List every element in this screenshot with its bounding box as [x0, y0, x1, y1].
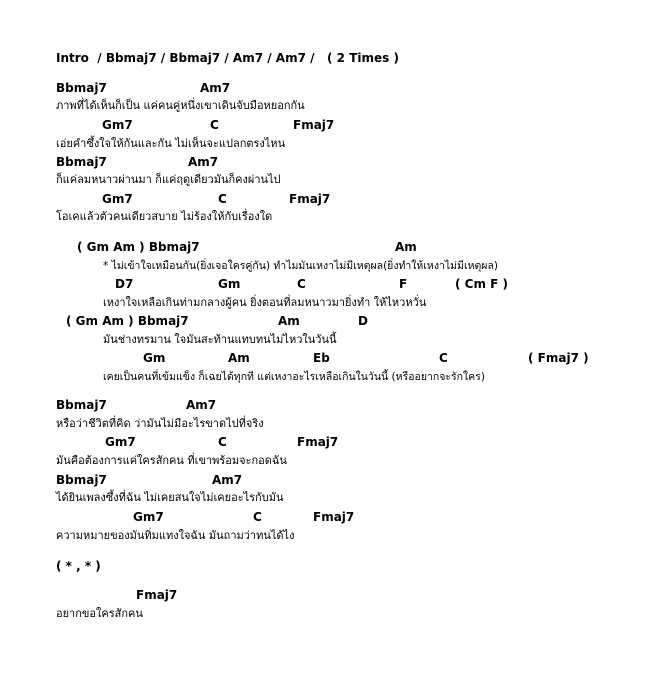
chord: Am [395, 240, 417, 254]
lyric-line: ได้ยินเพลงซึ้งที่ฉัน ไม่เคยสนใจไม่เคยอะไรกับมัน [56, 491, 284, 504]
lyric-line: มันคือต้องการแค่ใครสักคน ที่เขาพร้อมจะกอดฉัน [56, 454, 287, 467]
chord: Gm7 [102, 118, 133, 132]
chord: Gm [143, 351, 166, 365]
chord: D [358, 314, 368, 328]
intro-line: Intro / Bbmaj7 / Bbmaj7 / Am7 / Am7 / ( 2 Times ) [56, 51, 399, 65]
lyric-line: * ไม่เข้าใจเหมือนกัน(ยิ่งเจอใครคู่กัน) ทำไมมันเหงาไม่มีเหตุผล(ยิ่งทำให้เหงาไม่มีเหตุผล) [103, 260, 498, 272]
chord: Am [278, 314, 300, 328]
chord: Am [228, 351, 250, 365]
lyric-line: เหงาใจเหลือเกินท่ามกลางผู้คน ยิ่งตอนที่ลมหนาวมายิ่งทำ ให้ไหวหวั่น [103, 296, 427, 309]
chord: Bbmaj7 [56, 81, 107, 95]
chord: ( Gm Am ) Bbmaj7 [66, 314, 189, 328]
chord: C [218, 192, 227, 206]
chord: Bbmaj7 [56, 473, 107, 487]
chord: C [210, 118, 219, 132]
chord: Am7 [186, 398, 217, 412]
chord: C [253, 510, 262, 524]
lyric-line: ภาพที่ได้เห็นก็เป็น แค่คนคู่หนึ่งเขาเดินจับมือหยอกกัน [56, 99, 305, 112]
chord: F [399, 277, 408, 291]
chord: ( Gm Am ) Bbmaj7 [77, 240, 200, 254]
lyric-line: เอ่ยคำซึ้งใจให้กันและกัน ไม่เห็นจะแปลกตรงไหน [56, 137, 286, 150]
lyric-line: อยากขอใครสักคน [56, 607, 143, 620]
chord: C [439, 351, 448, 365]
chord: C [218, 435, 227, 449]
chord: Am7 [212, 473, 243, 487]
lyric-line: เคยเป็นคนที่เข้มแข็ง ก็เฉยได้ทุกที แต่เหงาอะไรเหลือเกินในวันนี้ (หรืออยากจะรักใคร) [103, 371, 485, 383]
lyric-line: ก็แค่ลมหนาวผ่านมา ก็แค่ฤดูเดียวมันก็คงผ่านไป [56, 173, 281, 186]
lyric-line: หรือว่าชีวิตที่คิด ว่ามันไม่มีอะไรขาดไปที่จริง [56, 417, 264, 430]
chord: Gm7 [133, 510, 164, 524]
chord: Bbmaj7 [56, 398, 107, 412]
chord: Fmaj7 [136, 588, 178, 602]
chord: Fmaj7 [293, 118, 335, 132]
chord: Gm7 [105, 435, 136, 449]
chord: Fmaj7 [297, 435, 339, 449]
chord: Am7 [200, 81, 231, 95]
chord: Eb [313, 351, 330, 365]
chord: C [297, 277, 306, 291]
chord: Am7 [188, 155, 219, 169]
repeat-marker: ( * , * ) [56, 559, 101, 573]
chord: ( Cm F ) [455, 277, 509, 291]
chord: Gm7 [102, 192, 133, 206]
chord: Fmaj7 [289, 192, 331, 206]
chord: Fmaj7 [313, 510, 355, 524]
lyric-line: โอเคแล้วตัวคนเดียวสบาย ไม่ร้องให้กับเรื่องใด [56, 210, 273, 223]
chord: Bbmaj7 [56, 155, 107, 169]
lyric-line: ความหมายของมันทิ่มแทงใจฉัน มันถามว่าทนได้ไง [56, 529, 295, 542]
chord: ( Fmaj7 ) [528, 351, 589, 365]
lyric-line: มันช่างทรมาน ใจมันสะท้านแทบทนไม่ไหวในวันนี้ [103, 333, 337, 346]
chord: D7 [115, 277, 134, 291]
chord: Gm [218, 277, 241, 291]
